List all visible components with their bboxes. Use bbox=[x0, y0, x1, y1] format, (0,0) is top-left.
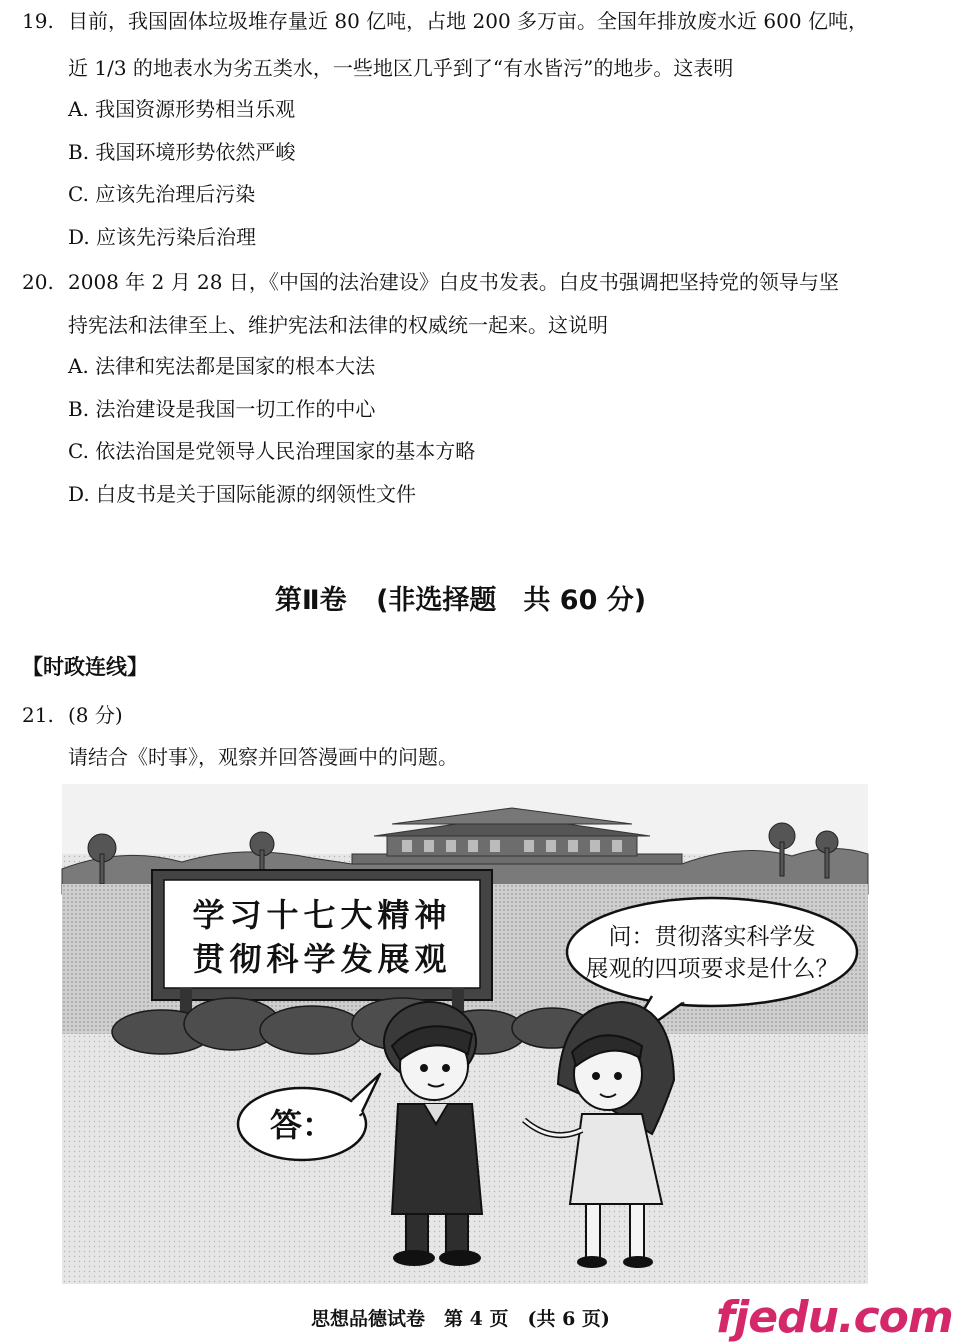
section-heading: 【时政连线】 bbox=[22, 654, 148, 679]
option-b[interactable]: B. 法治建设是我国一切工作的中心 bbox=[68, 397, 376, 421]
cartoon-illustration bbox=[62, 784, 868, 1284]
answer-bubble-text: 答： bbox=[269, 1106, 335, 1144]
question-text-line: 近 1/3 的地表水为劣五类水，一些地区几乎到了“有水皆污”的地步。这表明 bbox=[68, 56, 734, 80]
question-bubble-line-2: 展观的四项要求是什么？ bbox=[585, 956, 839, 982]
option-d[interactable]: D. 白皮书是关于国际能源的纲领性文件 bbox=[68, 482, 417, 506]
section-title bbox=[0, 584, 921, 618]
question-score: (8 分) bbox=[68, 703, 123, 727]
page-footer: 思想品德试卷 第 4 页 (共 6 页) bbox=[311, 1308, 610, 1330]
question-text-line: 持宪法和法律至上、维护宪法和法律的权威统一起来。这说明 bbox=[68, 313, 608, 337]
question-text-line: 2008 年 2 月 28 日，《中国的法治建设》白皮书发表。白皮书强调把坚持党的领导与坚 bbox=[68, 270, 839, 294]
site-watermark: fjedu.com bbox=[716, 1292, 953, 1343]
question-number: 20. bbox=[22, 270, 54, 294]
option-b[interactable]: B. 我国环境形势依然严峻 bbox=[68, 140, 296, 164]
option-a[interactable]: A. 我国资源形势相当乐观 bbox=[68, 97, 296, 121]
option-a[interactable]: A. 法律和宪法都是国家的根本大法 bbox=[68, 354, 376, 378]
question-text-line: 目前，我国固体垃圾堆存量近 80 亿吨，占地 200 多万亩。全国年排放废水近 600 亿吨， bbox=[68, 9, 868, 33]
option-d[interactable]: D. 应该先污染后治理 bbox=[68, 225, 257, 249]
section-description: (非选择题 共 60 分) bbox=[376, 585, 647, 616]
option-c[interactable]: C. 应该先治理后污染 bbox=[68, 182, 256, 206]
billboard-line-2: 贯彻科学发展观 bbox=[192, 940, 452, 978]
question-number: 21. bbox=[22, 703, 54, 727]
question-instruction: 请结合《时事》，观察并回答漫画中的问题。 bbox=[68, 745, 458, 769]
question-bubble-line-1: 问：贯彻落实科学发 bbox=[608, 924, 816, 950]
section-part: 第Ⅱ卷 bbox=[274, 585, 347, 616]
question-number: 19. bbox=[22, 9, 54, 33]
billboard-line-1: 学习十七大精神 bbox=[192, 896, 452, 934]
option-c[interactable]: C. 依法治国是党领导人民治理国家的基本方略 bbox=[68, 439, 476, 463]
